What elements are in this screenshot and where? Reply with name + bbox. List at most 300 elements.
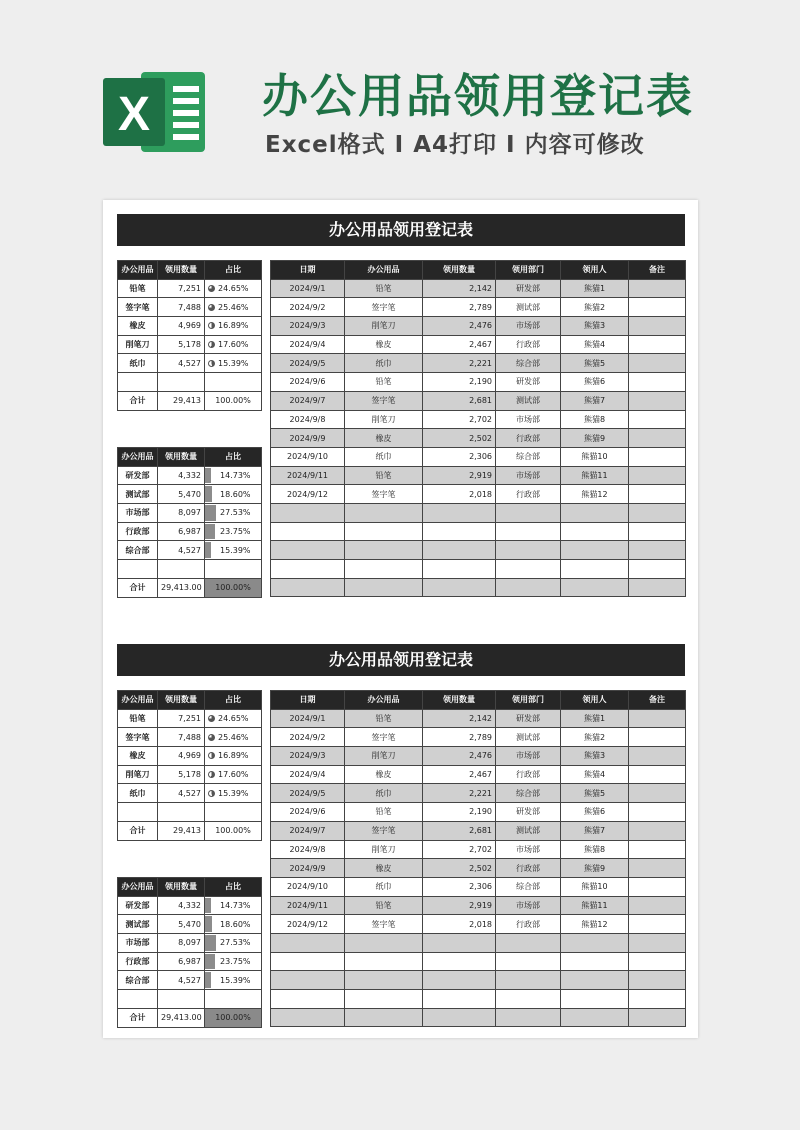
dept-name-cell[interactable]: 市场部 (118, 504, 158, 523)
qty-cell[interactable] (423, 522, 496, 541)
qty-cell[interactable] (423, 971, 496, 990)
qty-cell[interactable]: 4,527 (158, 354, 205, 373)
note-cell[interactable] (629, 578, 686, 597)
note-cell[interactable] (629, 317, 686, 336)
qty-cell[interactable]: 4,969 (158, 317, 205, 336)
date-cell[interactable] (271, 971, 345, 990)
dept-cell[interactable]: 行政部 (496, 765, 561, 784)
dept-cell[interactable]: 综合部 (496, 354, 561, 373)
note-cell[interactable] (629, 803, 686, 822)
qty-cell[interactable]: 2,502 (423, 429, 496, 448)
item-cell[interactable]: 削笔刀 (345, 410, 423, 429)
dept-cell[interactable]: 测试部 (496, 821, 561, 840)
item-cell[interactable]: 铅笔 (345, 466, 423, 485)
item-name-cell[interactable]: 签字笔 (118, 728, 158, 747)
pct-value: 15.39% (220, 975, 251, 985)
qty-cell[interactable] (423, 952, 496, 971)
note-cell[interactable] (629, 503, 686, 522)
date-cell[interactable]: 2024/9/8 (271, 840, 345, 859)
qty-cell[interactable]: 8,097 (158, 504, 205, 523)
qty-cell[interactable]: 6,987 (158, 952, 205, 971)
dept-cell[interactable]: 市场部 (496, 317, 561, 336)
note-cell[interactable] (629, 560, 686, 579)
item-cell[interactable]: 签字笔 (345, 728, 423, 747)
date-cell[interactable] (271, 560, 345, 579)
note-cell[interactable] (629, 709, 686, 728)
dept-cell[interactable]: 研发部 (496, 279, 561, 298)
empty-cell[interactable] (158, 990, 205, 1009)
qty-cell[interactable]: 2,142 (423, 709, 496, 728)
item-cell[interactable]: 签字笔 (345, 485, 423, 504)
dept-cell[interactable] (496, 933, 561, 952)
date-cell[interactable]: 2024/9/1 (271, 279, 345, 298)
dept-cell[interactable]: 行政部 (496, 485, 561, 504)
person-cell[interactable]: 熊猫5 (561, 784, 629, 803)
qty-cell[interactable]: 2,467 (423, 335, 496, 354)
item-cell[interactable] (345, 971, 423, 990)
dept-cell[interactable]: 行政部 (496, 335, 561, 354)
person-cell[interactable]: 熊猫12 (561, 485, 629, 504)
note-cell[interactable] (629, 971, 686, 990)
note-cell[interactable] (629, 728, 686, 747)
total-pct[interactable]: 100.00% (205, 821, 262, 840)
item-cell[interactable] (345, 503, 423, 522)
person-cell[interactable]: 熊猫6 (561, 803, 629, 822)
qty-cell[interactable]: 2,702 (423, 410, 496, 429)
empty-cell[interactable] (158, 803, 205, 822)
person-cell[interactable]: 熊猫7 (561, 391, 629, 410)
total-label[interactable]: 合计 (118, 1008, 158, 1027)
date-cell[interactable]: 2024/9/7 (271, 821, 345, 840)
item-cell[interactable] (345, 578, 423, 597)
pct-bar-cell[interactable] (205, 504, 262, 523)
dept-name-cell[interactable]: 研发部 (118, 896, 158, 915)
item-name-cell[interactable]: 铅笔 (118, 279, 158, 298)
pct-cell[interactable] (205, 709, 262, 728)
person-cell[interactable]: 熊猫3 (561, 317, 629, 336)
person-cell[interactable]: 熊猫2 (561, 298, 629, 317)
note-cell[interactable] (629, 1008, 686, 1027)
date-cell[interactable] (271, 522, 345, 541)
person-cell[interactable]: 熊猫11 (561, 466, 629, 485)
item-cell[interactable] (345, 1008, 423, 1027)
person-cell[interactable]: 熊猫8 (561, 840, 629, 859)
person-cell[interactable]: 熊猫9 (561, 429, 629, 448)
qty-cell[interactable]: 2,681 (423, 391, 496, 410)
item-name-cell[interactable]: 削笔刀 (118, 765, 158, 784)
date-cell[interactable] (271, 541, 345, 560)
total-label[interactable]: 合计 (118, 578, 158, 597)
dept-cell[interactable]: 测试部 (496, 298, 561, 317)
item-cell[interactable]: 纸巾 (345, 877, 423, 896)
dept-cell[interactable]: 市场部 (496, 840, 561, 859)
empty-cell[interactable] (118, 803, 158, 822)
note-cell[interactable] (629, 335, 686, 354)
dept-cell[interactable]: 测试部 (496, 728, 561, 747)
dept-cell[interactable] (496, 578, 561, 597)
note-cell[interactable] (629, 279, 686, 298)
qty-cell[interactable]: 5,470 (158, 485, 205, 504)
qty-cell[interactable]: 2,476 (423, 317, 496, 336)
person-cell[interactable] (561, 933, 629, 952)
pct-bar-cell[interactable] (205, 541, 262, 560)
empty-cell[interactable] (118, 373, 158, 392)
pct-cell[interactable] (205, 279, 262, 298)
empty-cell[interactable] (205, 990, 262, 1009)
empty-cell[interactable] (118, 990, 158, 1009)
note-cell[interactable] (629, 765, 686, 784)
person-cell[interactable]: 熊猫5 (561, 354, 629, 373)
item-cell[interactable]: 签字笔 (345, 915, 423, 934)
note-cell[interactable] (629, 391, 686, 410)
qty-cell[interactable]: 7,251 (158, 279, 205, 298)
pct-cell[interactable] (205, 317, 262, 336)
pct-bar-cell[interactable] (205, 485, 262, 504)
person-cell[interactable]: 熊猫3 (561, 747, 629, 766)
dept-cell[interactable] (496, 971, 561, 990)
qty-cell[interactable]: 4,332 (158, 896, 205, 915)
pct-cell[interactable] (205, 784, 262, 803)
date-cell[interactable]: 2024/9/3 (271, 747, 345, 766)
note-cell[interactable] (629, 522, 686, 541)
date-cell[interactable]: 2024/9/12 (271, 485, 345, 504)
item-name-cell[interactable]: 纸巾 (118, 784, 158, 803)
item-cell[interactable]: 铅笔 (345, 373, 423, 392)
column-header: 办公用品 (118, 261, 158, 280)
item-cell[interactable]: 削笔刀 (345, 840, 423, 859)
dept-cell[interactable]: 市场部 (496, 466, 561, 485)
date-cell[interactable]: 2024/9/6 (271, 373, 345, 392)
empty-cell[interactable] (205, 560, 262, 579)
dept-cell[interactable]: 综合部 (496, 877, 561, 896)
pct-bar-cell[interactable] (205, 466, 262, 485)
item-cell[interactable]: 纸巾 (345, 354, 423, 373)
dept-cell[interactable] (496, 541, 561, 560)
total-qty[interactable]: 29,413 (158, 391, 205, 410)
date-cell[interactable] (271, 1008, 345, 1027)
item-cell[interactable]: 铅笔 (345, 896, 423, 915)
qty-cell[interactable]: 2,681 (423, 821, 496, 840)
person-cell[interactable]: 熊猫4 (561, 335, 629, 354)
qty-cell[interactable]: 4,527 (158, 971, 205, 990)
date-cell[interactable]: 2024/9/3 (271, 317, 345, 336)
date-cell[interactable]: 2024/9/4 (271, 765, 345, 784)
dept-name-cell[interactable]: 市场部 (118, 934, 158, 953)
qty-cell[interactable]: 2,789 (423, 728, 496, 747)
person-cell[interactable]: 熊猫8 (561, 410, 629, 429)
dept-name-cell[interactable]: 测试部 (118, 485, 158, 504)
date-cell[interactable]: 2024/9/5 (271, 784, 345, 803)
qty-cell[interactable]: 5,470 (158, 915, 205, 934)
qty-cell[interactable]: 5,178 (158, 765, 205, 784)
qty-cell[interactable]: 2,190 (423, 803, 496, 822)
person-cell[interactable] (561, 578, 629, 597)
qty-cell[interactable] (423, 1008, 496, 1027)
item-name-cell[interactable]: 纸巾 (118, 354, 158, 373)
item-cell[interactable] (345, 522, 423, 541)
date-cell[interactable]: 2024/9/9 (271, 859, 345, 878)
qty-cell[interactable] (423, 560, 496, 579)
qty-cell[interactable]: 2,142 (423, 279, 496, 298)
qty-cell[interactable]: 7,488 (158, 728, 205, 747)
qty-cell[interactable] (423, 578, 496, 597)
date-cell[interactable]: 2024/9/11 (271, 466, 345, 485)
note-cell[interactable] (629, 821, 686, 840)
table-row (271, 279, 686, 298)
pct-value: 25.46% (218, 302, 249, 312)
date-cell[interactable]: 2024/9/10 (271, 877, 345, 896)
empty-cell[interactable] (158, 373, 205, 392)
date-cell[interactable]: 2024/9/2 (271, 728, 345, 747)
date-cell[interactable] (271, 990, 345, 1009)
total-pct[interactable]: 100.00% (205, 1008, 262, 1027)
excel-logo-letter: X (117, 88, 151, 141)
pct-value: 16.89% (218, 751, 249, 761)
item-name-cell[interactable]: 签字笔 (118, 298, 158, 317)
item-name-cell[interactable]: 铅笔 (118, 709, 158, 728)
total-label[interactable]: 合计 (118, 391, 158, 410)
item-cell[interactable]: 橡皮 (345, 335, 423, 354)
item-name-cell[interactable]: 橡皮 (118, 317, 158, 336)
item-cell[interactable]: 橡皮 (345, 429, 423, 448)
dept-cell[interactable]: 行政部 (496, 915, 561, 934)
item-cell[interactable]: 签字笔 (345, 391, 423, 410)
dept-cell[interactable]: 行政部 (496, 429, 561, 448)
person-cell[interactable] (561, 560, 629, 579)
qty-cell[interactable]: 2,306 (423, 877, 496, 896)
item-cell[interactable]: 签字笔 (345, 821, 423, 840)
person-cell[interactable]: 熊猫2 (561, 728, 629, 747)
dept-cell[interactable] (496, 503, 561, 522)
person-cell[interactable]: 熊猫4 (561, 765, 629, 784)
dept-cell[interactable] (496, 522, 561, 541)
note-cell[interactable] (629, 373, 686, 392)
total-qty[interactable]: 29,413.00 (158, 1008, 205, 1027)
pct-bar-cell[interactable] (205, 952, 262, 971)
date-cell[interactable] (271, 578, 345, 597)
date-cell[interactable] (271, 952, 345, 971)
qty-cell[interactable]: 2,702 (423, 840, 496, 859)
dept-name-cell[interactable]: 综合部 (118, 541, 158, 560)
item-cell[interactable] (345, 990, 423, 1009)
total-label[interactable]: 合计 (118, 821, 158, 840)
qty-cell[interactable]: 4,332 (158, 466, 205, 485)
item-name-cell[interactable]: 削笔刀 (118, 335, 158, 354)
date-cell[interactable]: 2024/9/2 (271, 298, 345, 317)
dept-cell[interactable] (496, 560, 561, 579)
note-cell[interactable] (629, 896, 686, 915)
date-cell[interactable]: 2024/9/8 (271, 410, 345, 429)
note-cell[interactable] (629, 952, 686, 971)
dept-cell[interactable]: 市场部 (496, 410, 561, 429)
total-pct[interactable]: 100.00% (205, 578, 262, 597)
note-cell[interactable] (629, 747, 686, 766)
note-cell[interactable] (629, 840, 686, 859)
item-cell[interactable] (345, 952, 423, 971)
qty-cell[interactable]: 6,987 (158, 522, 205, 541)
dept-name-cell[interactable]: 综合部 (118, 971, 158, 990)
note-cell[interactable] (629, 429, 686, 448)
date-cell[interactable]: 2024/9/5 (271, 354, 345, 373)
dept-name-cell[interactable]: 行政部 (118, 952, 158, 971)
qty-cell[interactable]: 2,221 (423, 784, 496, 803)
dept-cell[interactable]: 市场部 (496, 747, 561, 766)
qty-cell[interactable]: 2,018 (423, 915, 496, 934)
person-cell[interactable]: 熊猫9 (561, 859, 629, 878)
item-cell[interactable]: 铅笔 (345, 279, 423, 298)
dept-cell[interactable]: 综合部 (496, 447, 561, 466)
person-cell[interactable] (561, 503, 629, 522)
column-header: 办公用品 (345, 261, 423, 280)
dept-name-cell[interactable]: 研发部 (118, 466, 158, 485)
person-cell[interactable] (561, 541, 629, 560)
note-cell[interactable] (629, 933, 686, 952)
person-cell[interactable]: 熊猫10 (561, 877, 629, 896)
note-cell[interactable] (629, 298, 686, 317)
empty-cell[interactable] (118, 560, 158, 579)
qty-cell[interactable] (423, 990, 496, 1009)
column-header: 领用数量 (423, 691, 496, 710)
qty-cell[interactable]: 2,018 (423, 485, 496, 504)
qty-cell[interactable]: 4,527 (158, 541, 205, 560)
qty-cell[interactable]: 4,969 (158, 747, 205, 766)
empty-cell[interactable] (158, 560, 205, 579)
dept-cell[interactable]: 市场部 (496, 896, 561, 915)
pct-cell[interactable] (205, 354, 262, 373)
person-cell[interactable]: 熊猫6 (561, 373, 629, 392)
note-cell[interactable] (629, 466, 686, 485)
date-cell[interactable]: 2024/9/10 (271, 447, 345, 466)
qty-cell[interactable]: 2,502 (423, 859, 496, 878)
qty-cell[interactable]: 2,789 (423, 298, 496, 317)
item-cell[interactable]: 削笔刀 (345, 317, 423, 336)
qty-cell[interactable] (423, 503, 496, 522)
note-cell[interactable] (629, 784, 686, 803)
qty-cell[interactable]: 2,919 (423, 466, 496, 485)
date-cell[interactable] (271, 933, 345, 952)
person-cell[interactable] (561, 1008, 629, 1027)
note-cell[interactable] (629, 859, 686, 878)
person-cell[interactable]: 熊猫1 (561, 709, 629, 728)
qty-cell[interactable]: 2,221 (423, 354, 496, 373)
item-cell[interactable]: 签字笔 (345, 298, 423, 317)
pct-cell[interactable] (205, 728, 262, 747)
person-cell[interactable]: 熊猫11 (561, 896, 629, 915)
total-qty[interactable]: 29,413 (158, 821, 205, 840)
sheet-title: 办公用品领用登记表 (117, 214, 685, 246)
qty-cell[interactable]: 2,476 (423, 747, 496, 766)
pct-bar-cell[interactable] (205, 896, 262, 915)
item-cell[interactable]: 铅笔 (345, 709, 423, 728)
dept-cell[interactable]: 行政部 (496, 859, 561, 878)
dept-cell[interactable]: 研发部 (496, 803, 561, 822)
item-cell[interactable]: 橡皮 (345, 859, 423, 878)
note-cell[interactable] (629, 877, 686, 896)
qty-cell[interactable] (423, 933, 496, 952)
qty-cell[interactable]: 2,919 (423, 896, 496, 915)
empty-cell[interactable] (205, 373, 262, 392)
qty-cell[interactable]: 4,527 (158, 784, 205, 803)
person-cell[interactable]: 熊猫7 (561, 821, 629, 840)
item-cell[interactable] (345, 560, 423, 579)
person-cell[interactable] (561, 990, 629, 1009)
date-cell[interactable]: 2024/9/9 (271, 429, 345, 448)
person-cell[interactable] (561, 952, 629, 971)
dept-cell[interactable] (496, 990, 561, 1009)
note-cell[interactable] (629, 990, 686, 1009)
item-cell[interactable]: 橡皮 (345, 765, 423, 784)
item-cell[interactable] (345, 933, 423, 952)
pct-cell[interactable] (205, 298, 262, 317)
note-cell[interactable] (629, 354, 686, 373)
qty-cell[interactable]: 5,178 (158, 335, 205, 354)
pct-bar-cell[interactable] (205, 522, 262, 541)
note-cell[interactable] (629, 447, 686, 466)
table-row (118, 522, 262, 541)
qty-cell[interactable]: 7,251 (158, 709, 205, 728)
dept-cell[interactable]: 测试部 (496, 391, 561, 410)
pct-bar-cell[interactable] (205, 934, 262, 953)
dept-cell[interactable] (496, 952, 561, 971)
qty-cell[interactable]: 2,306 (423, 447, 496, 466)
column-header: 领用人 (561, 261, 629, 280)
qty-cell[interactable]: 7,488 (158, 298, 205, 317)
person-cell[interactable]: 熊猫1 (561, 279, 629, 298)
empty-cell[interactable] (205, 803, 262, 822)
item-cell[interactable]: 铅笔 (345, 803, 423, 822)
item-cell[interactable]: 纸巾 (345, 447, 423, 466)
dept-name-cell[interactable]: 行政部 (118, 522, 158, 541)
item-cell[interactable]: 削笔刀 (345, 747, 423, 766)
date-cell[interactable]: 2024/9/11 (271, 896, 345, 915)
qty-cell[interactable] (423, 541, 496, 560)
person-cell[interactable]: 熊猫10 (561, 447, 629, 466)
qty-cell[interactable]: 2,467 (423, 765, 496, 784)
dept-cell[interactable]: 研发部 (496, 373, 561, 392)
qty-cell[interactable]: 2,190 (423, 373, 496, 392)
item-name-cell[interactable]: 橡皮 (118, 747, 158, 766)
pct-cell[interactable] (205, 765, 262, 784)
date-cell[interactable]: 2024/9/4 (271, 335, 345, 354)
qty-cell[interactable]: 8,097 (158, 934, 205, 953)
date-cell[interactable] (271, 503, 345, 522)
note-cell[interactable] (629, 410, 686, 429)
date-cell[interactable]: 2024/9/1 (271, 709, 345, 728)
item-cell[interactable]: 纸巾 (345, 784, 423, 803)
note-cell[interactable] (629, 915, 686, 934)
total-qty[interactable]: 29,413.00 (158, 578, 205, 597)
pct-bar-cell[interactable] (205, 915, 262, 934)
note-cell[interactable] (629, 541, 686, 560)
person-cell[interactable] (561, 971, 629, 990)
pct-cell[interactable] (205, 747, 262, 766)
note-cell[interactable] (629, 485, 686, 504)
person-cell[interactable]: 熊猫12 (561, 915, 629, 934)
dept-cell[interactable]: 研发部 (496, 709, 561, 728)
dept-cell[interactable]: 综合部 (496, 784, 561, 803)
date-cell[interactable]: 2024/9/6 (271, 803, 345, 822)
pct-bar-cell[interactable] (205, 971, 262, 990)
date-cell[interactable]: 2024/9/7 (271, 391, 345, 410)
page-subtitle: Excel格式 Ⅰ A4打印 Ⅰ 内容可修改 (265, 132, 645, 158)
pct-cell[interactable] (205, 335, 262, 354)
date-cell[interactable]: 2024/9/12 (271, 915, 345, 934)
dept-cell[interactable] (496, 1008, 561, 1027)
item-cell[interactable] (345, 541, 423, 560)
dept-name-cell[interactable]: 测试部 (118, 915, 158, 934)
person-cell[interactable] (561, 522, 629, 541)
total-pct[interactable]: 100.00% (205, 391, 262, 410)
